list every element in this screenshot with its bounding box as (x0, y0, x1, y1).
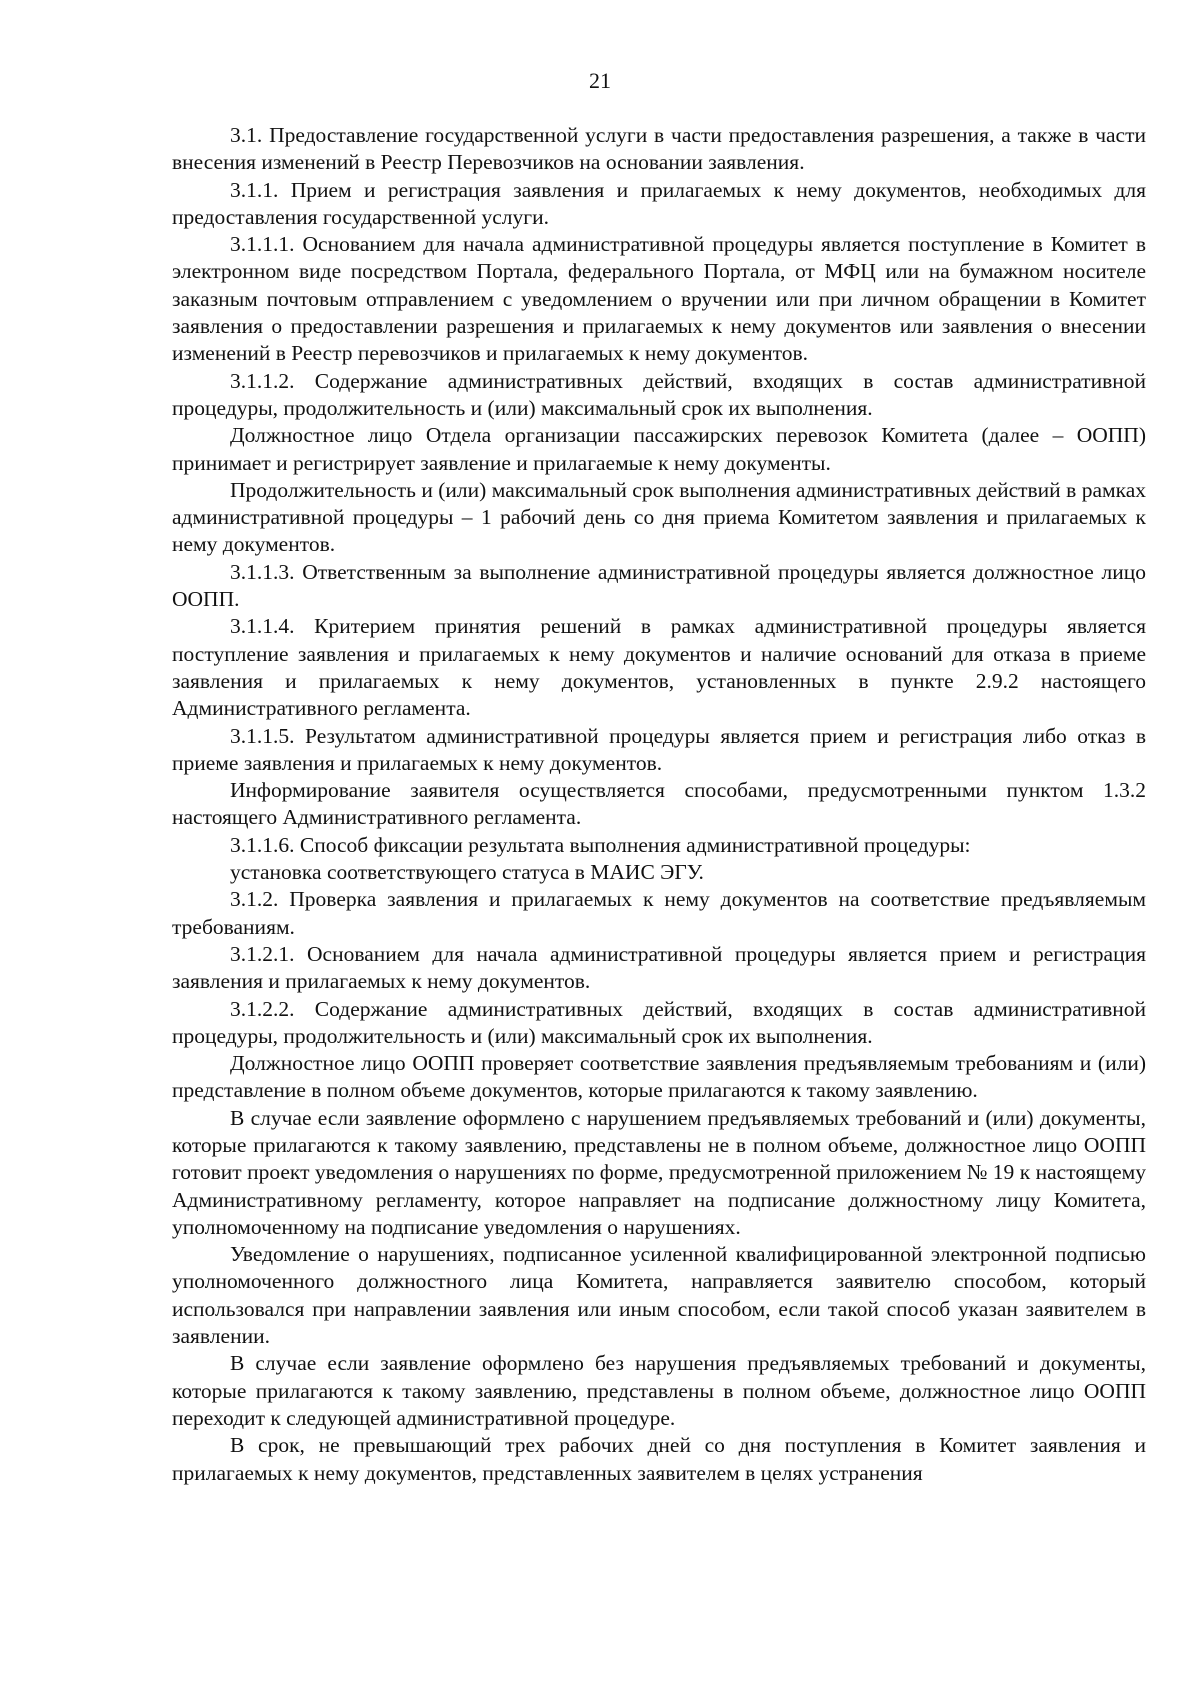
document-body (172, 122, 1146, 1487)
paragraph: В случае если заявление оформлено с нарушением предъявляемых требований и (или) документы, которые прилагаются к такому заявлению, представлены не в полном объеме, должностное лицо ООПП готовит проект уведомления о нарушениях по форме, предусмотренной приложением № 19 к настоящему Административному регламенту, которое направляет на подписание должностному лицу Комитета, уполномоченному на подписание уведомления о нарушениях. (172, 1105, 1146, 1239)
paragraph: 3.1.1.3. Ответственным за выполнение административной процедуры является должностное лицо ООПП. (172, 559, 1146, 612)
paragraph: 3.1.2.1. Основанием для начала административной процедуры является прием и регистрация заявления и прилагаемых к нему документов. (172, 941, 1146, 994)
paragraph: 3.1. Предоставление государственной услуги в части предоставления разрешения, а также в части внесения изменений в Реестр Перевозчиков на основании заявления. (172, 123, 1146, 175)
paragraph: 3.1.2.2. Содержание административных действий, входящих в состав административной процедуры, продолжительность и (или) максимальный срок их выполнения. (172, 996, 1146, 1048)
paragraph: Должностное лицо ООПП проверяет соответствие заявления предъявляемым требованиям и (или) представление в полном объеме документов, которые прилагаются к такому заявлению. (172, 1051, 1146, 1103)
paragraph: 3.1.1.5. Результатом административной процедуры является прием и регистрация либо отказ в приеме заявления и прилагаемых к нему документов. (172, 723, 1146, 775)
paragraph: 3.1.1.1. Основанием для начала административной процедуры является поступление в Комитет в электронном виде посредством Портала, федерального Портала, от МФЦ или на бумажном носителе заказным почтовым отправлением с уведомлением о вручении или при личном обращении в Комитет заявления о предоставлении разрешения и прилагаемых к нему документов или заявления о внесении изменений в Реестр перевозчиков и прилагаемых к нему документов. (172, 232, 1146, 366)
paragraph: Должностное лицо Отдела организации пассажирских перевозок Комитета (далее – ООПП) принимает и регистрирует заявление и прилагаемые к нему документы. (172, 423, 1146, 475)
paragraph: 3.1.2. Проверка заявления и прилагаемых к нему документов на соответствие предъявляемым требованиям. (172, 887, 1146, 939)
paragraph: 3.1.1. Прием и регистрация заявления и прилагаемых к нему документов, необходимых для предоставления государственной услуги. (172, 177, 1146, 229)
paragraph: 3.1.1.2. Содержание административных действий, входящих в состав административной процедуры, продолжительность и (или) максимальный срок их выполнения. (172, 368, 1146, 420)
paragraph: установка соответствующего статуса в МАИС ЭГУ. (230, 860, 704, 885)
page-number: 21 (589, 68, 611, 93)
paragraph: Уведомление о нарушениях, подписанное усиленной квалифицированной электронной подписью уполномоченного должностного лица Комитета, направляется заявителю способом, который использовался при направлении заявления или иным способом, если такой способ указан заявителем в заявлении. (172, 1242, 1146, 1349)
paragraph: 3.1.1.6. Способ фиксации результата выполнения административной процедуры: (230, 832, 971, 857)
paragraph: В срок, не превышающий трех рабочих дней со дня поступления в Комитет заявления и прилагаемых к нему документов, представленных заявителем в целях устранения (172, 1433, 1146, 1485)
paragraph: Информирование заявителя осуществляется способами, предусмотренными пунктом 1.3.2 настоящего Административного регламента. (172, 778, 1146, 830)
paragraph: Продолжительность и (или) максимальный срок выполнения административных действий в рамках административной процедуры – 1 рабочий день со дня приема Комитетом заявления и прилагаемых к нему документов. (172, 477, 1146, 557)
paragraph: В случае если заявление оформлено без нарушения предъявляемых требований и документы, которые прилагаются к такому заявлению, представлены в полном объеме, должностное лицо ООПП переходит к следующей административной процедуре. (172, 1351, 1146, 1430)
paragraph: 3.1.1.4. Критерием принятия решений в рамках административной процедуры является поступление заявления и прилагаемых к нему документов и наличие оснований для отказа в приеме заявления и прилагаемых к нему документов, установленных в пункте 2.9.2 настоящего Административного регламента. (172, 614, 1146, 721)
